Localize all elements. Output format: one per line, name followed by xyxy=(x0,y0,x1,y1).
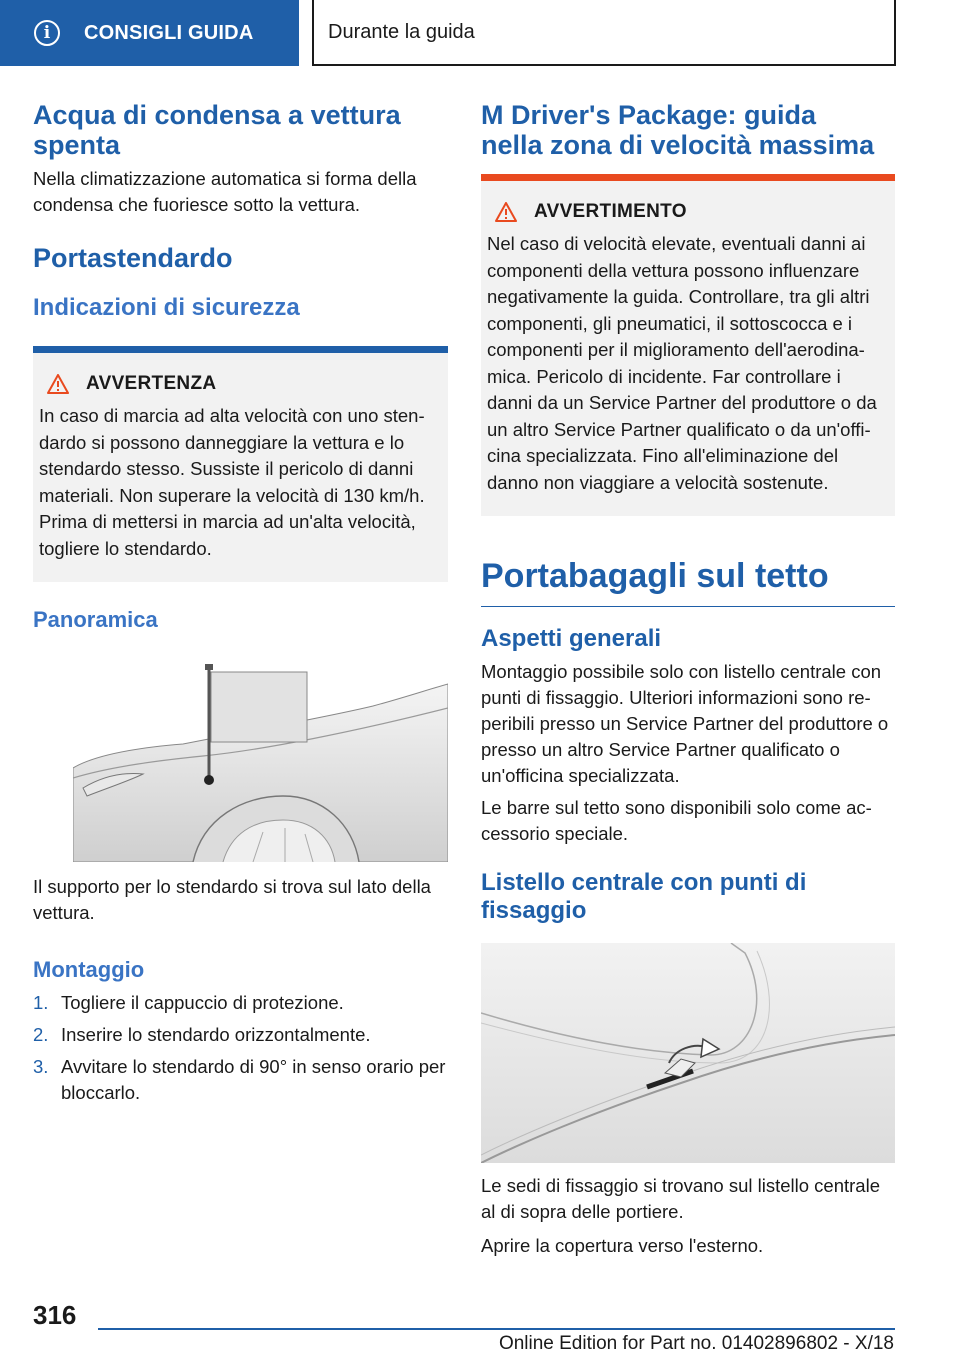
list-item: 2. Inserire lo stendardo orizzontalmente. xyxy=(33,1024,371,1045)
info-icon: i xyxy=(34,20,60,46)
warning-triangle-icon xyxy=(47,374,69,394)
montaggio-heading: Montaggio xyxy=(33,957,145,982)
footer-divider xyxy=(98,1328,895,1330)
driver-package-heading: M Driver's Package: guida nella zona di velocità massima xyxy=(481,100,875,160)
condensa-text: Nella climatizzazione automatica si forma della condensa che fuoriesce sotto la vettura. xyxy=(33,168,417,215)
warning-text: In caso di marcia ad alta velocità con uno sten-dardo si possono danneggiare la vettura e lo stendardo stesso. Sussiste il pericolo di danni materiali. Non superare la velocità di 130 km/h. Prima di mettersi in marcia ad un'alta velocità, togliere lo stendardo. xyxy=(39,405,425,559)
list-item: 3. Avvitare lo stendardo di 90° in senso orario per bloccarlo. xyxy=(33,1056,446,1103)
aspetti-heading: Aspetti generali xyxy=(481,625,662,652)
aspetti-text-accessorio: Le barre sul tetto sono disponibili solo come ac-cessorio speciale. xyxy=(481,797,872,844)
chapter-tab[interactable] xyxy=(0,0,299,66)
car-fender-illustration xyxy=(73,648,448,862)
montaggio-steps xyxy=(33,990,448,1106)
warning-box-velocita xyxy=(481,174,895,516)
warning-text: Nel caso di velocità elevate, eventuali danni ai componenti della vettura possono influenzare negativamente la guida. Controllare, tra gli altri componenti, gli pneumatici, il sottoscocca e i componenti per il miglioramento dell'aerodina-mica. Pericolo di incidente. Far controllare i danni da un Service Partner del produttore o da un altro Service Partner qualificato o da un'offi-cina specializzata. Fino all'eliminazione del danno non viaggiare a velocità sostenute. xyxy=(487,233,877,493)
section-title: Durante la guida xyxy=(312,0,896,66)
condensa-heading: Acqua di condensa a vettura spenta xyxy=(33,100,401,160)
listello-caption: Le sedi di fissaggio si trovano sul listello centrale al di sopra delle portiere. xyxy=(481,1175,880,1222)
warning-title: AVVERTENZA xyxy=(86,373,217,394)
warning-triangle-icon xyxy=(495,202,517,222)
portastendardo-heading: Portastendardo xyxy=(33,243,233,273)
page-number: 316 xyxy=(33,1300,77,1330)
right-column xyxy=(481,100,895,1259)
stendardo-figure xyxy=(73,648,448,862)
warning-box-stendardo xyxy=(33,346,448,582)
roof-rail-illustration xyxy=(481,943,895,1163)
edition-link[interactable]: Online Edition for Part no. 01402896802 - X/18 xyxy=(498,1333,894,1354)
list-item: 1. Togliere il cappuccio di protezione. xyxy=(33,992,344,1013)
listello-caption-apertura: Aprire la copertura verso l'esterno. xyxy=(481,1235,764,1256)
portabagagli-heading: Portabagagli sul tetto xyxy=(481,556,895,607)
chapter-tab-label: CONSIGLI GUIDA xyxy=(84,21,254,44)
listello-heading: Listello centrale con punti di fissaggio xyxy=(481,869,807,924)
aspetti-text: Montaggio possibile solo con listello centrale con punti di fissaggio. Ulteriori informazioni sono re-peribili presso un Service Partner del produttore o presso un altro Service Partner qualificato o un'officina specializzata. xyxy=(481,661,889,786)
sicurezza-heading: Indicazioni di sicurezza xyxy=(33,294,300,321)
warning-title: AVVERTIMENTO xyxy=(534,201,687,222)
left-column xyxy=(33,100,448,1112)
listello-figure xyxy=(481,943,895,1163)
panoramica-heading: Panoramica xyxy=(33,607,158,632)
panoramica-caption: Il supporto per lo stendardo si trova sul lato della vettura. xyxy=(33,876,431,923)
